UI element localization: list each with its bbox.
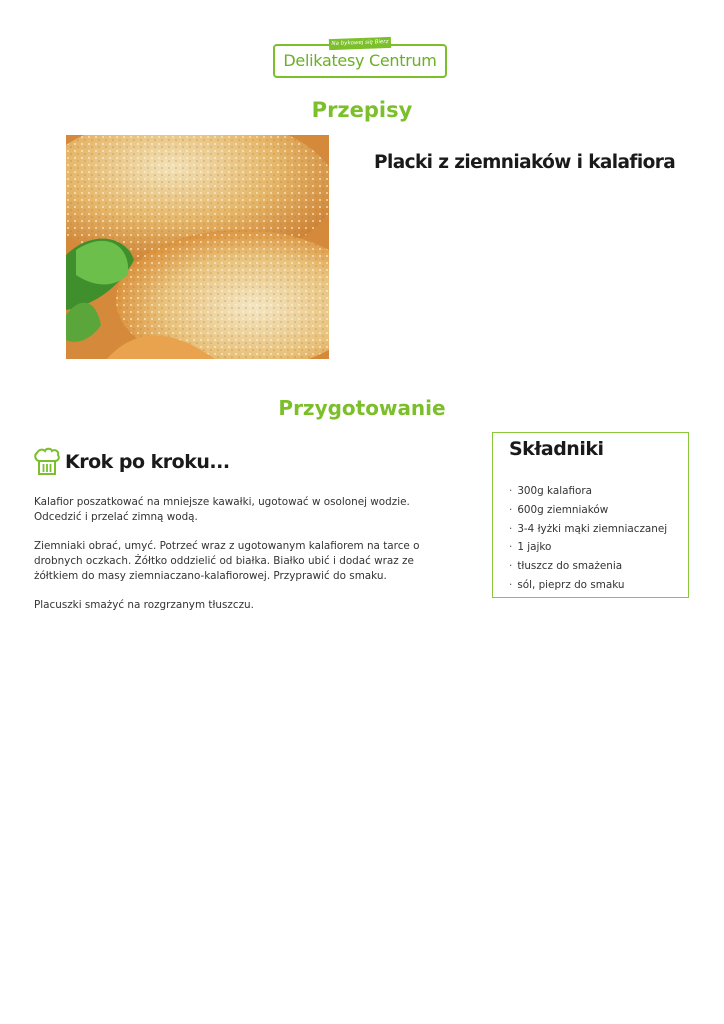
- ingredient-item: · 3-4 łyżki mąki ziemniaczanej: [509, 520, 667, 539]
- recipe-title: Placki z ziemniaków i kalafiora: [374, 152, 676, 173]
- brand-logo[interactable]: [273, 38, 449, 80]
- recipe-photo: [66, 135, 329, 359]
- ingredient-item: · tłuszcz do smażenia: [509, 557, 667, 576]
- step-paragraph: Kalafior poszatkować na mniejsze kawałki, ugotować w osolonej wodzie. Odcedzić i przelać zimną wodą.: [34, 496, 410, 523]
- ingredient-item: · sól, pieprz do smaku: [509, 576, 667, 595]
- step-paragraph: Ziemniaki obrać, umyć. Potrzeć wraz z ugotowanym kalafiorem na tarce o drobnych oczkach. Żółtko oddzielić od białka. Białko ubić i dodać wraz ze żółtkiem do masy ziemniaczano-kalafiorowej. Przyprawić do smaku.: [34, 540, 420, 582]
- section-title-recipes: Przepisy: [311, 98, 413, 122]
- logo-tagline: Na bykowej się Bierz: [329, 37, 391, 50]
- ingredient-item: · 600g ziemniaków: [509, 501, 667, 520]
- ingredient-item: · 300g kalafiora: [509, 482, 667, 501]
- ingredients-box: [492, 432, 689, 598]
- ingredients-list: [509, 482, 667, 595]
- steps-heading: Krok po kroku...: [65, 451, 230, 473]
- ingredients-heading: Składniki: [509, 438, 604, 460]
- section-title-preparation: Przygotowanie: [278, 396, 446, 420]
- logo-text: Delikatesy Centrum: [283, 51, 437, 70]
- steps-header: [34, 446, 230, 478]
- ingredient-item: · 1 jajko: [509, 538, 667, 557]
- steps-text: [34, 495, 458, 627]
- chef-hat-icon: [34, 447, 60, 477]
- step-paragraph: Placuszki smażyć na rozgrzanym tłuszczu.: [34, 599, 254, 611]
